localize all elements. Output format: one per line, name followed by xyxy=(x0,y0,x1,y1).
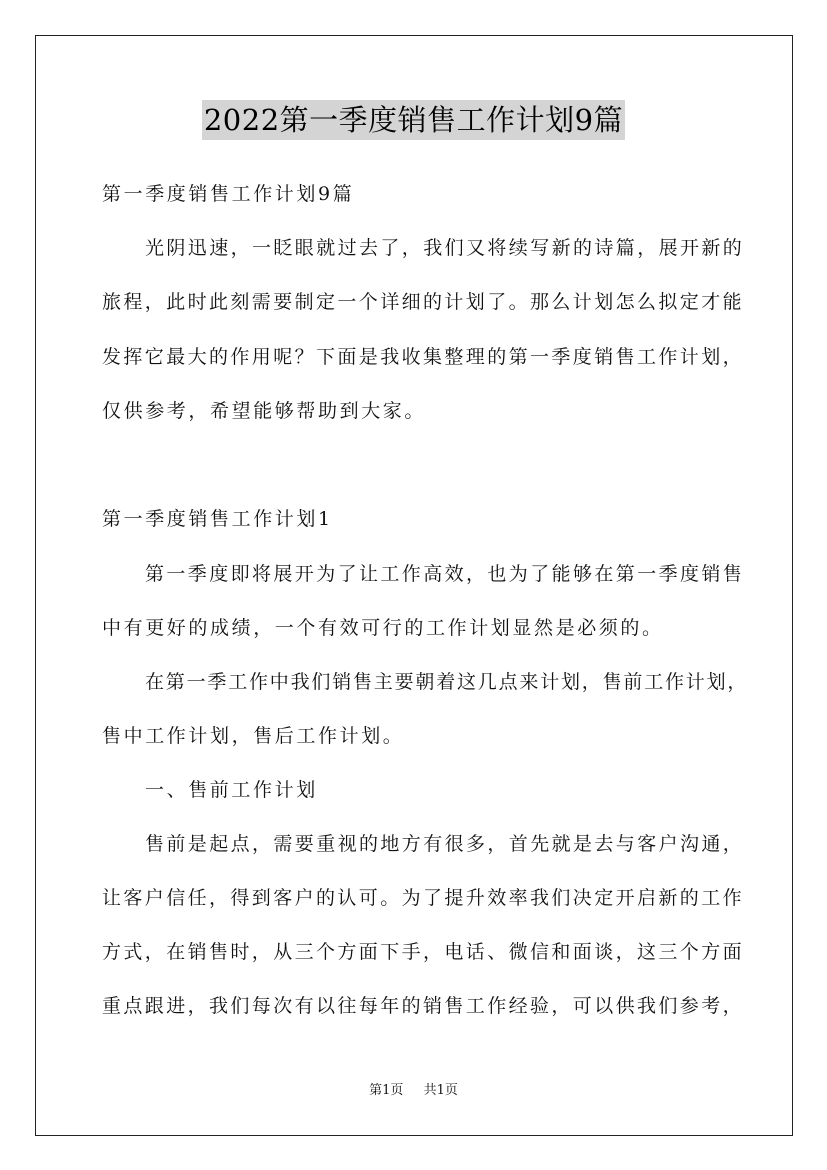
sub-heading: 一、售前工作计划 xyxy=(145,779,318,801)
paragraph-line: 中有更好的成绩，一个有效可行的工作计划显然是必须的。 xyxy=(102,617,664,639)
title-container xyxy=(0,100,827,140)
subtitle-line: 第一季度销售工作计划9篇 xyxy=(102,183,355,205)
paragraph-line: 售中工作计划，售后工作计划。 xyxy=(102,725,405,747)
paragraph-line: 售前是起点，需要重视的地方有很多，首先就是去与客户沟通， xyxy=(145,833,745,855)
section-heading: 第一季度销售工作计划1 xyxy=(102,508,333,530)
paragraph-line: 在第一季工作中我们销售主要朝着这几点来计划，售前工作计划， xyxy=(145,671,749,693)
page-number: 第1页 xyxy=(369,1083,404,1098)
paragraph-line: 第一季度即将展开为了让工作高效，也为了能够在第一季度销售 xyxy=(145,563,745,585)
paragraph-line: 方式，在销售时，从三个方面下手，电话、微信和面谈，这三个方面 xyxy=(102,941,745,963)
paragraph-line: 重点跟进，我们每次有以往每年的销售工作经验，可以供我们参考， xyxy=(102,995,745,1017)
paragraph-line: 旅程，此时此刻需要制定一个详细的计划了。那么计划怎么拟定才能 xyxy=(102,291,745,313)
paragraph-line: 光阴迅速，一眨眼就过去了，我们又将续写新的诗篇，展开新的 xyxy=(145,237,745,259)
document-title: 2022第一季度销售工作计划9篇 xyxy=(202,100,625,140)
paragraph-line: 仅供参考，希望能够帮助到大家。 xyxy=(102,400,427,422)
paragraph-line: 让客户信任，得到客户的认可。为了提升效率我们决定开启新的工作 xyxy=(102,887,745,909)
page-footer xyxy=(0,1082,827,1100)
total-pages: 共1页 xyxy=(423,1083,458,1098)
paragraph-line: 发挥它最大的作用呢？下面是我收集整理的第一季度销售工作计划， xyxy=(102,346,745,368)
